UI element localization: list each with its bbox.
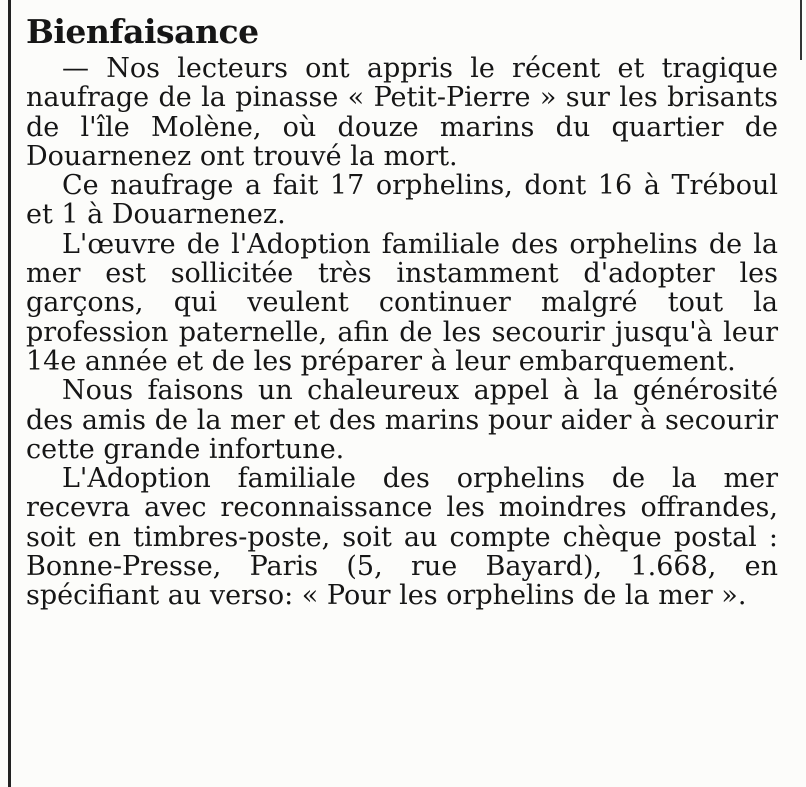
article-paragraph-2: Ce naufrage a fait 17 orphelins, dont 16 à Tréboul et 1 à Douarnenez. (26, 170, 778, 231)
article (26, 12, 778, 611)
column-rule-right (800, 0, 802, 60)
article-title: Bienfaisance (26, 12, 259, 51)
article-paragraph-5: L'Adoption familiale des orphelins de la mer recevra avec reconnaissance les moindres offrandes, soit en timbres-poste, soit au compte chèque postal : Bonne-Presse, Paris (5, rue Bayard), 1.668, en spécifiant au verso: « Pour les orphelins de la mer ». (26, 463, 778, 612)
article-paragraph-1: — Nos lecteurs ont appris le récent et tragique naufrage de la pinasse « Petit-Pierre » sur les brisants de l'île Molène, où douze marins du quartier de Douarnenez ont trouvé la mort. (26, 53, 778, 172)
article-paragraph-3: L'œuvre de l'Adoption familiale des orphelins de la mer est sollicitée très instamment d'adopter les garçons, qui veulent continuer malgré tout la profession paternelle, afin de les secourir jusqu'à leur 14e année et de les préparer à leur embarquement. (26, 228, 778, 377)
column-rule-left (8, 0, 11, 787)
article-paragraph-4: Nous faisons un chaleureux appel à la générosité des amis de la mer et des marins pour aider à secourir cette grande infortune. (26, 375, 778, 465)
